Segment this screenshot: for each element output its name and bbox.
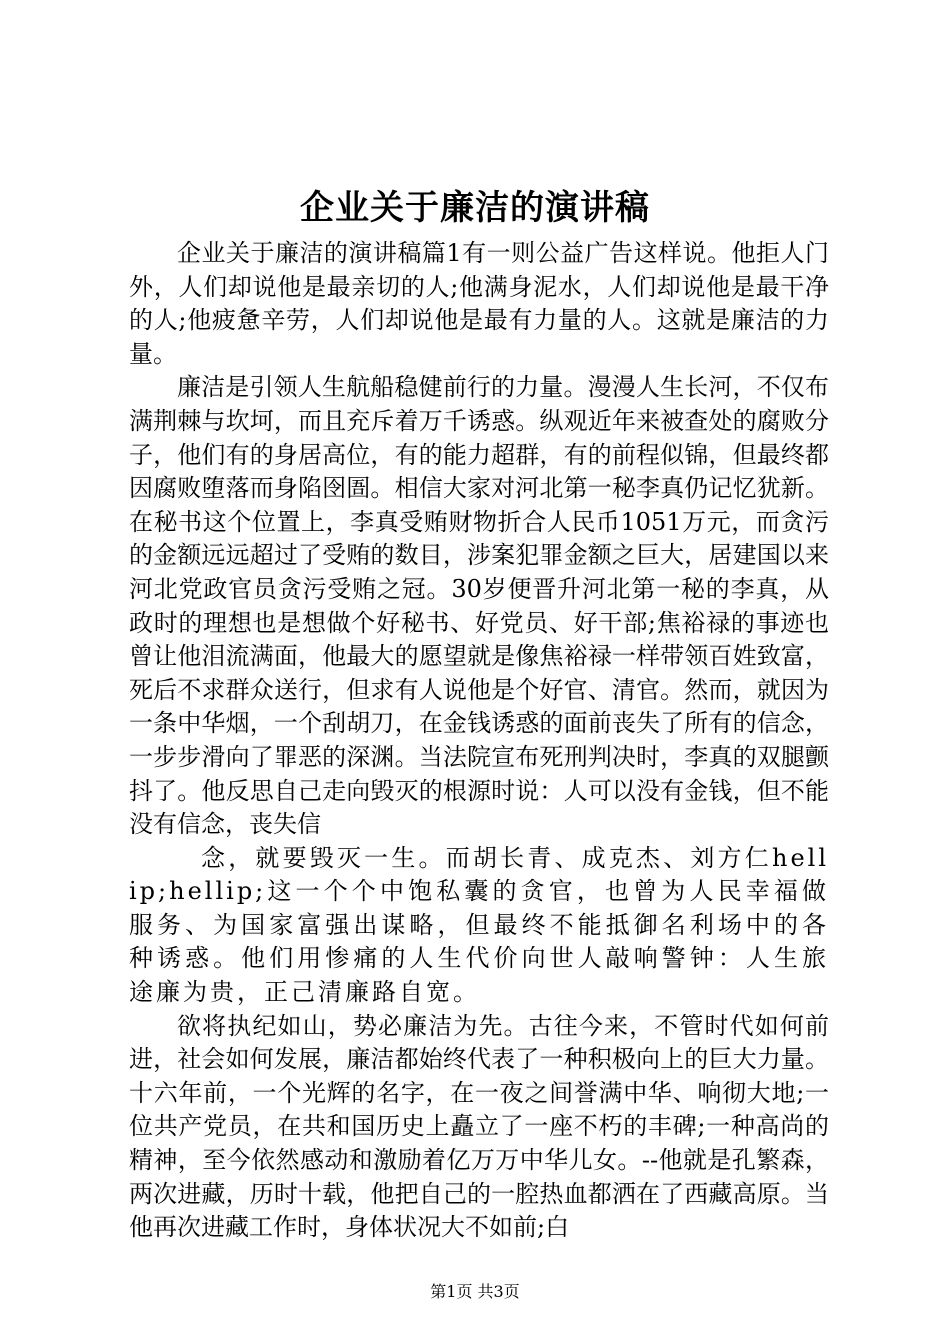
- paragraph-1: 企业关于廉洁的演讲稿篇1有一则公益广告这样说。他拒人门外，人们却说他是最亲切的人;他满身泥水，人们却说他是最干净的人;他疲惫辛劳，人们却说他是最有力量的人。这就是廉洁的力量。: [129, 239, 829, 368]
- paragraph-2: 廉洁是引领人生航船稳健前行的力量。漫漫人生长河，不仅布满荆棘与坎坷，而且充斥着万千诱惑。纵观近年来被查处的腐败分子，他们有的身居高位，有的能力超群，有的前程似锦，但最终都因腐败堕落而身陷囹圄。相信大家对河北第一秘李真仍记忆犹新。在秘书这个位置上，李真受贿财物折合人民币1051万元，而贪污的金额远远超过了受贿的数目，涉案犯罪金额之巨大，居建国以来河北党政官员贪污受贿之冠。30岁便晋升河北第一秘的李真，从政时的理想也是想做个好秘书、好党员、好干部;焦裕禄的事迹也曾让他泪流满面，他最大的愿望就是像焦裕禄一样带领百姓致富，死后不求群众送行，但求有人说他是个好官、清官。然而，就因为一条中华烟，一个刮胡刀，在金钱诱惑的面前丧失了所有的信念，一步步滑向了罪恶的深渊。当法院宣布死刑判决时，李真的双腿颤抖了。他反思自己走向毁灭的根源时说：人可以没有金钱，但不能没有信念，丧失信: [129, 373, 829, 839]
- page-footer: 第1页 共3页: [430, 1282, 520, 1301]
- paragraph-3: 念，就要毁灭一生。而胡长青、成克杰、刘方仁hellip;hellip;这一个个中饱私囊的贪官，也曾为人民幸福做服务、为国家富强出谋略，但最终不能抵御名利场中的各种诱惑。他们用惨痛的人生代价向世人敲响警钟：人生旅途廉为贵，正己清廉路自宽。: [129, 843, 829, 1007]
- document-title: 企业关于廉洁的演讲稿: [300, 188, 650, 228]
- document-body: [129, 237, 829, 1245]
- paragraph-4: 欲将执纪如山，势必廉洁为先。古往今来，不管时代如何前进，社会如何发展，廉洁都始终代表了一种积极向上的巨大力量。十六年前，一个光辉的名字，在一夜之间誉满中华、响彻大地;一位共产党员，在共和国历史上矗立了一座不朽的丰碑;一种高尚的精神，至今依然感动和激励着亿万万中华儿女。--他就是孔繁森，两次进藏，历时十载，他把自己的一腔热血都洒在了西藏高原。当他再次进藏工作时，身体状况大不如前;白: [129, 1011, 829, 1242]
